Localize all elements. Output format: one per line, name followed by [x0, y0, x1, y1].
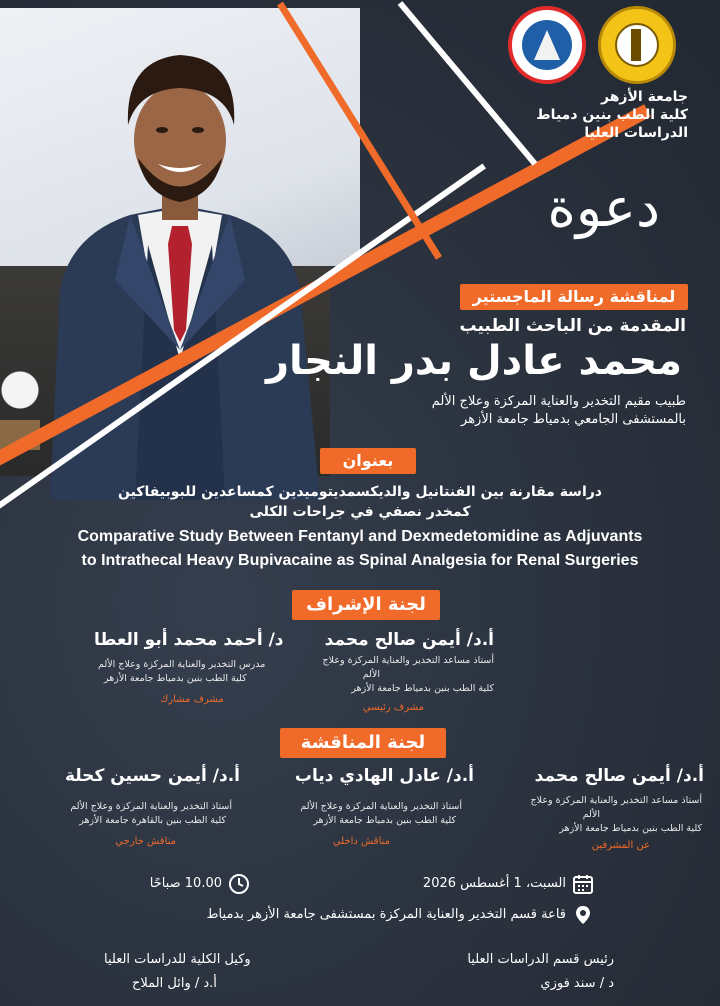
- committee-2-title: أستاذ التخدير والعناية المركزة وعلاج الألم: [300, 801, 462, 812]
- supervisor-2-title: مدرس التخدير والعناية المركزة وعلاج الألم: [98, 659, 266, 670]
- committee-2-faculty: كلية الطب بنين بدمياط جامعة الأزهر: [313, 815, 456, 826]
- university-name: جامعة الأزهر: [601, 89, 688, 105]
- committee-2-name: أ.د/ عادل الهادي دياب: [294, 766, 474, 786]
- committee-1-name: أ.د/ أيمن صالح محمد: [534, 766, 704, 786]
- faculty-logo: [508, 6, 586, 84]
- supervisor-2-role: مشرف مشارك: [160, 694, 224, 705]
- supervisor-1-role: مشرف رئيسي: [362, 702, 424, 713]
- thesis-title-en-line1: Comparative Study Between Fentanyl and Dexmedetomidine as Adjuvants: [77, 528, 643, 545]
- supervisor-1-title-cont: الألم: [362, 669, 380, 680]
- department-name: الدراسات العليا: [584, 125, 688, 141]
- committee-3-role: مناقش خارجي: [115, 836, 176, 847]
- thesis-title-ar-line2: كمخدر نصفي في جراحات الكلى: [249, 504, 471, 520]
- al-azhar-logo: [598, 6, 676, 84]
- committee-2-role: مناقش داخلي: [332, 836, 390, 847]
- candidate-name: محمد عادل بدر النجار: [266, 338, 682, 384]
- location-pin-icon: [572, 904, 594, 926]
- defense-pill: لمناقشة رسالة الماجستير: [460, 284, 688, 310]
- thesis-title-ar-line1: دراسة مقارنة بين الفنتانيل والديكسمديتوميدين كمساعدين للبوبيفاكين: [117, 484, 602, 500]
- department-head-name: د / سند فوزي: [540, 976, 614, 991]
- committee-1-faculty: كلية الطب بنين بدمياط جامعة الأزهر: [559, 823, 702, 834]
- thesis-title-en-line2: to Intrathecal Heavy Bupivacaine as Spinal Analgesia for Renal Surgeries: [81, 552, 639, 569]
- vice-dean-name: أ.د / وائل الملاح: [132, 976, 217, 991]
- supervisor-1-faculty: كلية الطب بنين بدمياط جامعة الأزهر: [351, 683, 494, 694]
- committee-3-faculty: كلية الطب بنين بالقاهرة جامعة الأزهر: [79, 815, 226, 826]
- candidate-figure: [30, 30, 330, 500]
- supervisor-1-title: أستاذ مساعد التخدير والعناية المركزة وعلاج: [322, 655, 494, 666]
- supervisor-2-name: د/ أحمد محمد أبو العطا: [94, 630, 284, 650]
- invitation-heading: دعوة: [547, 176, 660, 239]
- event-time: 10.00 صباحًا: [149, 876, 222, 891]
- committee-3-title: أستاذ التخدير والعناية المركزة وعلاج الألم: [70, 801, 232, 812]
- thesis-pill: بعنوان: [320, 448, 416, 474]
- event-date: السبت، 1 أغسطس 2026: [422, 876, 566, 891]
- clock-icon: [228, 873, 250, 895]
- calendar-icon: [572, 873, 594, 895]
- event-location: قاعة قسم التخدير والعناية المركزة بمستشفى جامعة الأزهر بدمياط: [206, 907, 566, 922]
- committee-1-role: عن المشرفين: [591, 840, 650, 851]
- supervision-pill: لجنة الإشراف: [292, 590, 440, 620]
- supervisor-1-name: أ.د/ أيمن صالح محمد: [324, 630, 494, 650]
- department-head-title: رئيس قسم الدراسات العليا: [467, 952, 614, 967]
- candidate-role: طبيب مقيم التخدير والعناية المركزة وعلاج الألم: [431, 394, 686, 409]
- candidate-hospital: بالمستشفى الجامعي بدمياط جامعة الأزهر: [461, 412, 686, 427]
- committee-3-name: أ.د/ أيمن حسين كحلة: [64, 766, 240, 786]
- presented-by: المقدمة من الباحث الطبيب: [459, 316, 686, 336]
- supervisor-2-faculty: كلية الطب بنين بدمياط جامعة الأزهر: [104, 673, 247, 684]
- vice-dean-title: وكيل الكلية للدراسات العليا: [104, 952, 251, 967]
- faculty-name: كلية الطب بنين دمياط: [536, 107, 688, 123]
- committee-pill: لجنة المناقشة: [280, 728, 446, 758]
- committee-1-title-cont: الألم: [582, 809, 600, 820]
- committee-1-title: أستاذ مساعد التخدير والعناية المركزة وعلاج: [530, 795, 702, 806]
